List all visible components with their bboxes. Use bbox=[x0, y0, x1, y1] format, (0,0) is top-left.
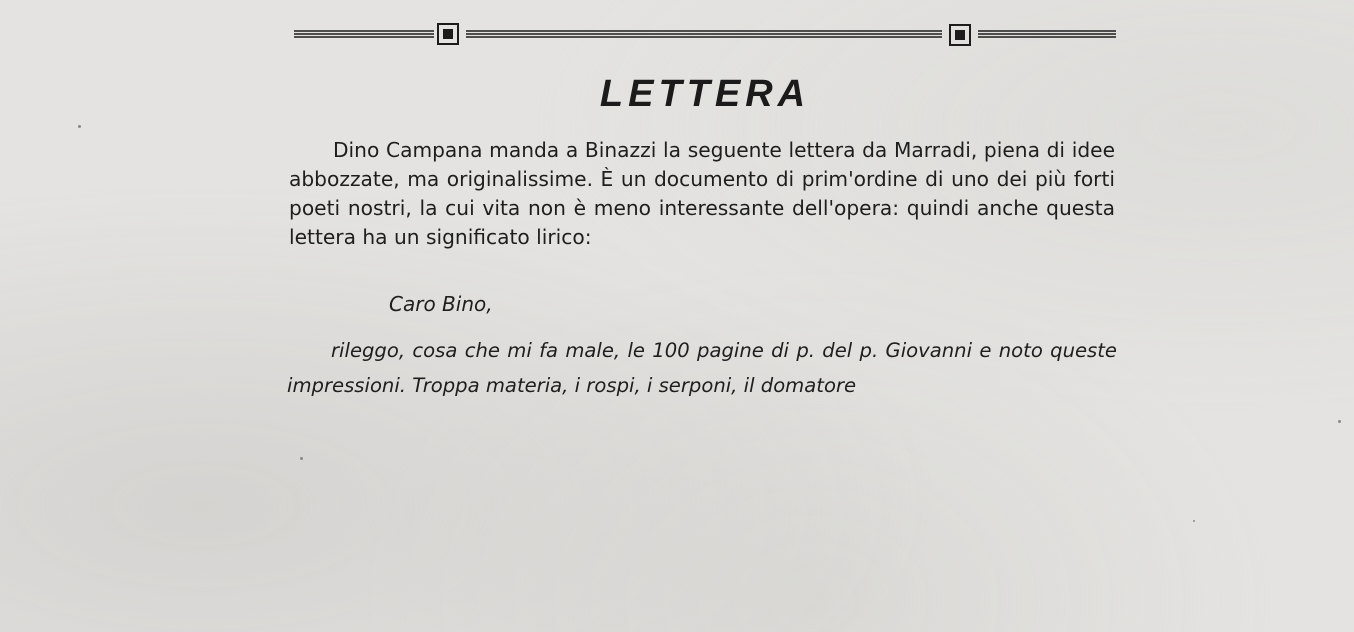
paper-speck bbox=[78, 125, 81, 128]
paper-speck bbox=[1193, 520, 1195, 522]
ornament-square-right bbox=[950, 25, 970, 45]
paper-speck bbox=[1338, 420, 1341, 423]
paper-speck bbox=[300, 457, 303, 460]
header-ornament-rule bbox=[294, 22, 1116, 46]
letter-salutation: Caro Bino, bbox=[389, 292, 493, 316]
article-title: LETTERA bbox=[599, 73, 811, 115]
ornament-square-left bbox=[438, 24, 458, 44]
letter-body-text: rileggo, cosa che mi fa male, le 100 pagine di p. del p. Giovanni e noto queste impressioni. Troppa materia, i rospi, i serponi, il domatore bbox=[287, 339, 1117, 397]
intro-paragraph: Dino Campana manda a Binazzi la seguente lettera da Marradi, piena di idee abbozzate, ma originalissime. È un documento di prim'ordine di uno dei più forti poeti nostri, la cui vita non è meno interessante dell'opera: quindi anche questa lettera ha un significato lirico: bbox=[289, 138, 1115, 249]
